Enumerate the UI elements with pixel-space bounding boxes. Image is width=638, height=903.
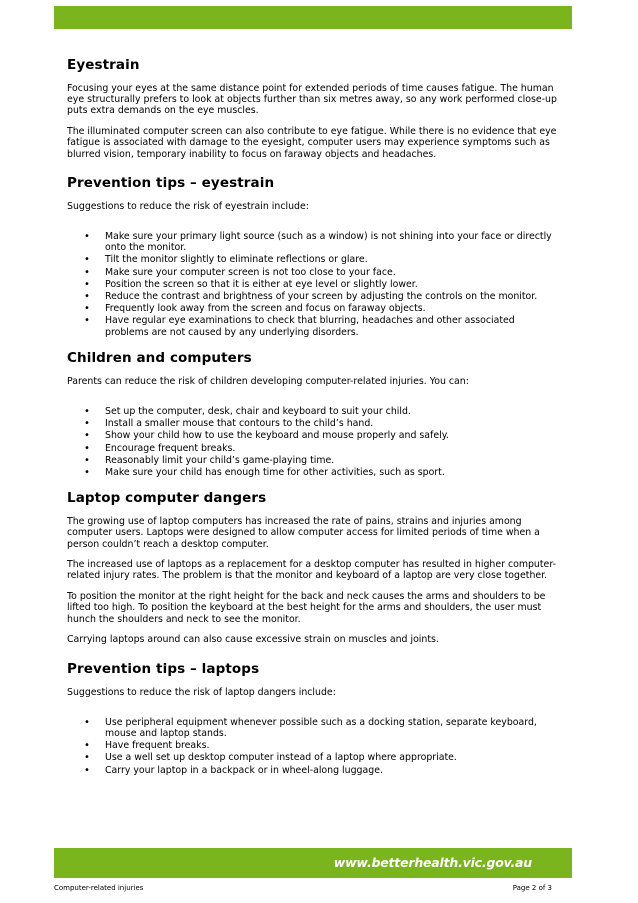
- paragraph: Carrying laptops around can also cause excessive strain on muscles and joints.: [67, 634, 439, 646]
- list-item: • Have frequent breaks.: [67, 740, 559, 751]
- paragraph: The growing use of laptop computers has increased the rate of pains, strains and injuries among computer users. Laptops were designed to allow computer access for limited periods of time when a person couldn’t reach a desktop computer.: [67, 516, 540, 550]
- list-item: • Frequently look away from the screen and focus on faraway objects.: [67, 303, 559, 314]
- list-item: • Carry your laptop in a backpack or in wheel-along luggage.: [67, 765, 559, 776]
- section-heading: Children and computers: [67, 349, 252, 366]
- paragraph: To position the monitor at the right height for the back and neck causes the arms and shoulders to be lifted too high. To position the keyboard at the best height for the arms and shoulders, the user must hunch the shoulders and neck to see the monitor.: [67, 591, 546, 625]
- section-intro: Parents can reduce the risk of children developing computer-related injuries. You can:: [67, 375, 469, 387]
- section-prevention-laptops: [67, 661, 559, 776]
- header-green-bar: [54, 6, 572, 29]
- list-item: • Show your child how to use the keyboard and mouse properly and safely.: [67, 430, 559, 441]
- footer-url-link[interactable]: www.betterhealth.vic.gov.au: [333, 855, 532, 870]
- list-item: • Use peripheral equipment whenever possible such as a docking station, separate keyboard, mouse and laptop stands.: [67, 717, 559, 739]
- footer-page-number: Page 2 of 3: [512, 884, 552, 892]
- paragraph: The illuminated computer screen can also contribute to eye fatigue. While there is no evidence that eye fatigue is associated with damage to the eyesight, computer users may experience symptoms such as blurred vision, temporary inability to focus on faraway objects and headaches.: [67, 126, 557, 160]
- footer-green-bar: [54, 848, 572, 878]
- section-intro: Suggestions to reduce the risk of eyestrain include:: [67, 200, 309, 212]
- list-item: • Make sure your child has enough time for other activities, such as sport.: [67, 467, 559, 478]
- section-intro: Suggestions to reduce the risk of laptop dangers include:: [67, 686, 336, 698]
- paragraph: The increased use of laptops as a replacement for a desktop computer has resulted in higher computer-related injury rates. The problem is that the monitor and keyboard of a laptop are very close together.: [67, 559, 556, 582]
- list-item: • Make sure your primary light source (such as a window) is not shining into your face or directly onto the monitor.: [67, 231, 559, 253]
- list-item: • Use a well set up desktop computer instead of a laptop where appropriate.: [67, 752, 559, 763]
- paragraph: Focusing your eyes at the same distance point for extended periods of time causes fatigue. The human eye structurally prefers to look at objects further than six metres away, so any work performed close-up puts extra demands on the eye muscles.: [67, 83, 557, 117]
- bullet-list: [67, 406, 559, 478]
- section-laptop-dangers: [67, 490, 559, 645]
- list-item: • Have regular eye examinations to check that blurring, headaches and other associated problems are not caused by any underlying disorders.: [67, 315, 559, 337]
- section-heading: Eyestrain: [67, 57, 140, 73]
- list-item: • Set up the computer, desk, chair and keyboard to suit your child.: [67, 406, 559, 417]
- list-item: • Position the screen so that it is either at eye level or slightly lower.: [67, 279, 559, 290]
- section-children-computers: [67, 350, 559, 478]
- footer-doc-title: Computer-related injuries: [54, 884, 144, 892]
- section-prevention-eyestrain: [67, 175, 559, 338]
- section-eyestrain: [67, 57, 559, 160]
- list-item: • Make sure your computer screen is not too close to your face.: [67, 267, 559, 278]
- list-item: • Install a smaller mouse that contours to the child’s hand.: [67, 418, 559, 429]
- bullet-list: [67, 717, 559, 776]
- section-heading: Laptop computer dangers: [67, 490, 267, 507]
- list-item: • Tilt the monitor slightly to eliminate reflections or glare.: [67, 254, 559, 265]
- section-heading: Prevention tips – laptops: [67, 660, 260, 677]
- list-item: • Reduce the contrast and brightness of your screen by adjusting the controls on the monitor.: [67, 291, 559, 302]
- section-heading: Prevention tips – eyestrain: [67, 174, 275, 191]
- page-content: [67, 57, 559, 788]
- bullet-list: [67, 231, 559, 338]
- list-item: • Encourage frequent breaks.: [67, 443, 559, 454]
- list-item: • Reasonably limit your child’s game-playing time.: [67, 455, 559, 466]
